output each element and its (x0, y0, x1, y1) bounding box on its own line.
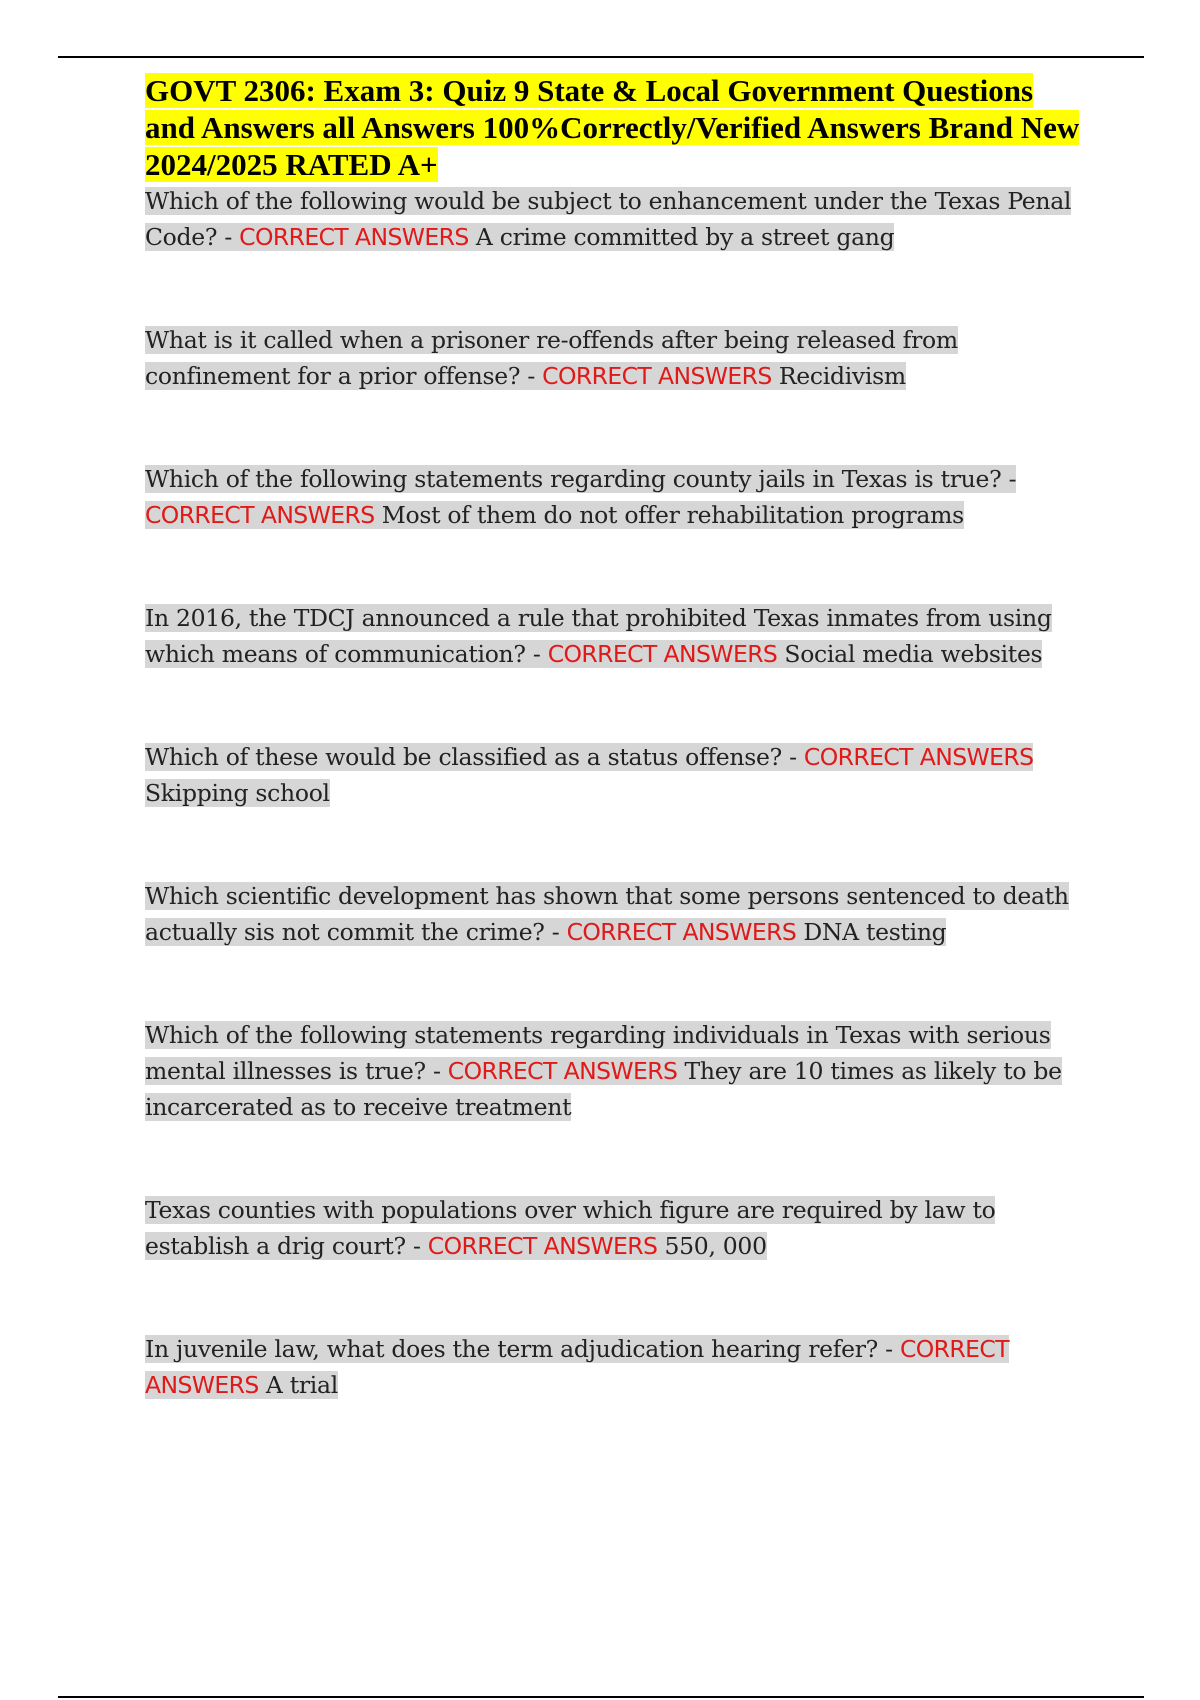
correct-answers-label: CORRECT ANSWERS (803, 743, 1034, 771)
qa-highlight (145, 326, 958, 390)
qa-item (145, 461, 1085, 533)
question-text: Which of the following statements regarding individuals in Texas with serious mental illnesses is true? - (145, 1021, 1051, 1085)
answer-text: 550, 000 (664, 1232, 767, 1260)
correct-answers-label: CORRECT ANSWERS (566, 918, 797, 946)
question-text: Texas counties with populations over which figure are required by law to establish a drig court? - (145, 1196, 996, 1260)
qa-highlight (145, 187, 1071, 251)
correct-answers-label: CORRECT ANSWERS (239, 223, 469, 251)
qa-highlight (145, 743, 1033, 807)
qa-item (145, 600, 1085, 672)
question-text: Which of these would be classified as a status offense? - (145, 743, 797, 771)
qa-highlight (145, 882, 1069, 946)
header-rule (58, 56, 1144, 58)
qa-item (145, 1017, 1085, 1125)
answer-text: Most of them do not offer rehabilitation programs (381, 501, 964, 529)
answer-text: Recidivism (778, 362, 906, 390)
answer-text: Skipping school (145, 779, 330, 807)
question-text: Which scientific development has shown that some persons sentenced to death actually sis not commit the crime? - (145, 882, 1069, 946)
question-text: In 2016, the TDCJ announced a rule that prohibited Texas inmates from using which means of communication? - (145, 604, 1052, 668)
qa-highlight (145, 1196, 995, 1260)
qa-highlight (145, 604, 1052, 668)
correct-answers-label: CORRECT ANSWERS (145, 501, 375, 529)
qa-list (145, 183, 1085, 1403)
correct-answers-label: CORRECT ANSWERS (547, 640, 778, 668)
question-text: In juvenile law, what does the term adjudication hearing refer? - (145, 1335, 893, 1363)
qa-item (145, 322, 1085, 394)
document-body (145, 72, 1085, 1470)
qa-item (145, 878, 1085, 950)
qa-item (145, 1331, 1085, 1403)
answer-text: Social media websites (784, 640, 1043, 668)
qa-highlight (145, 1335, 1009, 1399)
question-text: Which of the following statements regarding county jails in Texas is true? - (145, 465, 1017, 493)
answer-text: They are 10 times as likely to be incarcerated as to receive treatment (145, 1057, 1062, 1121)
title-highlight: GOVT 2306: Exam 3: Quiz 9 State & Local Government Questions and Answers all Answers 100%Correctly/Verified Answers Brand New 2024/2025 RATED A+ (145, 73, 1080, 182)
question-text: What is it called when a prisoner re-offends after being released from confinement for a prior offense? - (145, 326, 958, 390)
qa-highlight (145, 1021, 1062, 1121)
footer-rule (58, 1696, 1144, 1698)
qa-item (145, 183, 1085, 255)
correct-answers-label: CORRECT ANSWERS (542, 362, 772, 390)
answer-text: A crime committed by a street gang (475, 223, 895, 251)
qa-highlight (145, 465, 1016, 529)
question-text: Which of the following would be subject to enhancement under the Texas Penal Code? - (145, 187, 1072, 251)
answer-text: A trial (265, 1371, 338, 1399)
correct-answers-label: CORRECT ANSWERS (427, 1232, 658, 1260)
correct-answers-label: CORRECT ANSWERS (145, 1335, 1009, 1399)
document-title (145, 72, 1085, 183)
qa-item (145, 739, 1085, 811)
correct-answers-label: CORRECT ANSWERS (447, 1057, 678, 1085)
answer-text: DNA testing (803, 918, 947, 946)
qa-item (145, 1192, 1085, 1264)
